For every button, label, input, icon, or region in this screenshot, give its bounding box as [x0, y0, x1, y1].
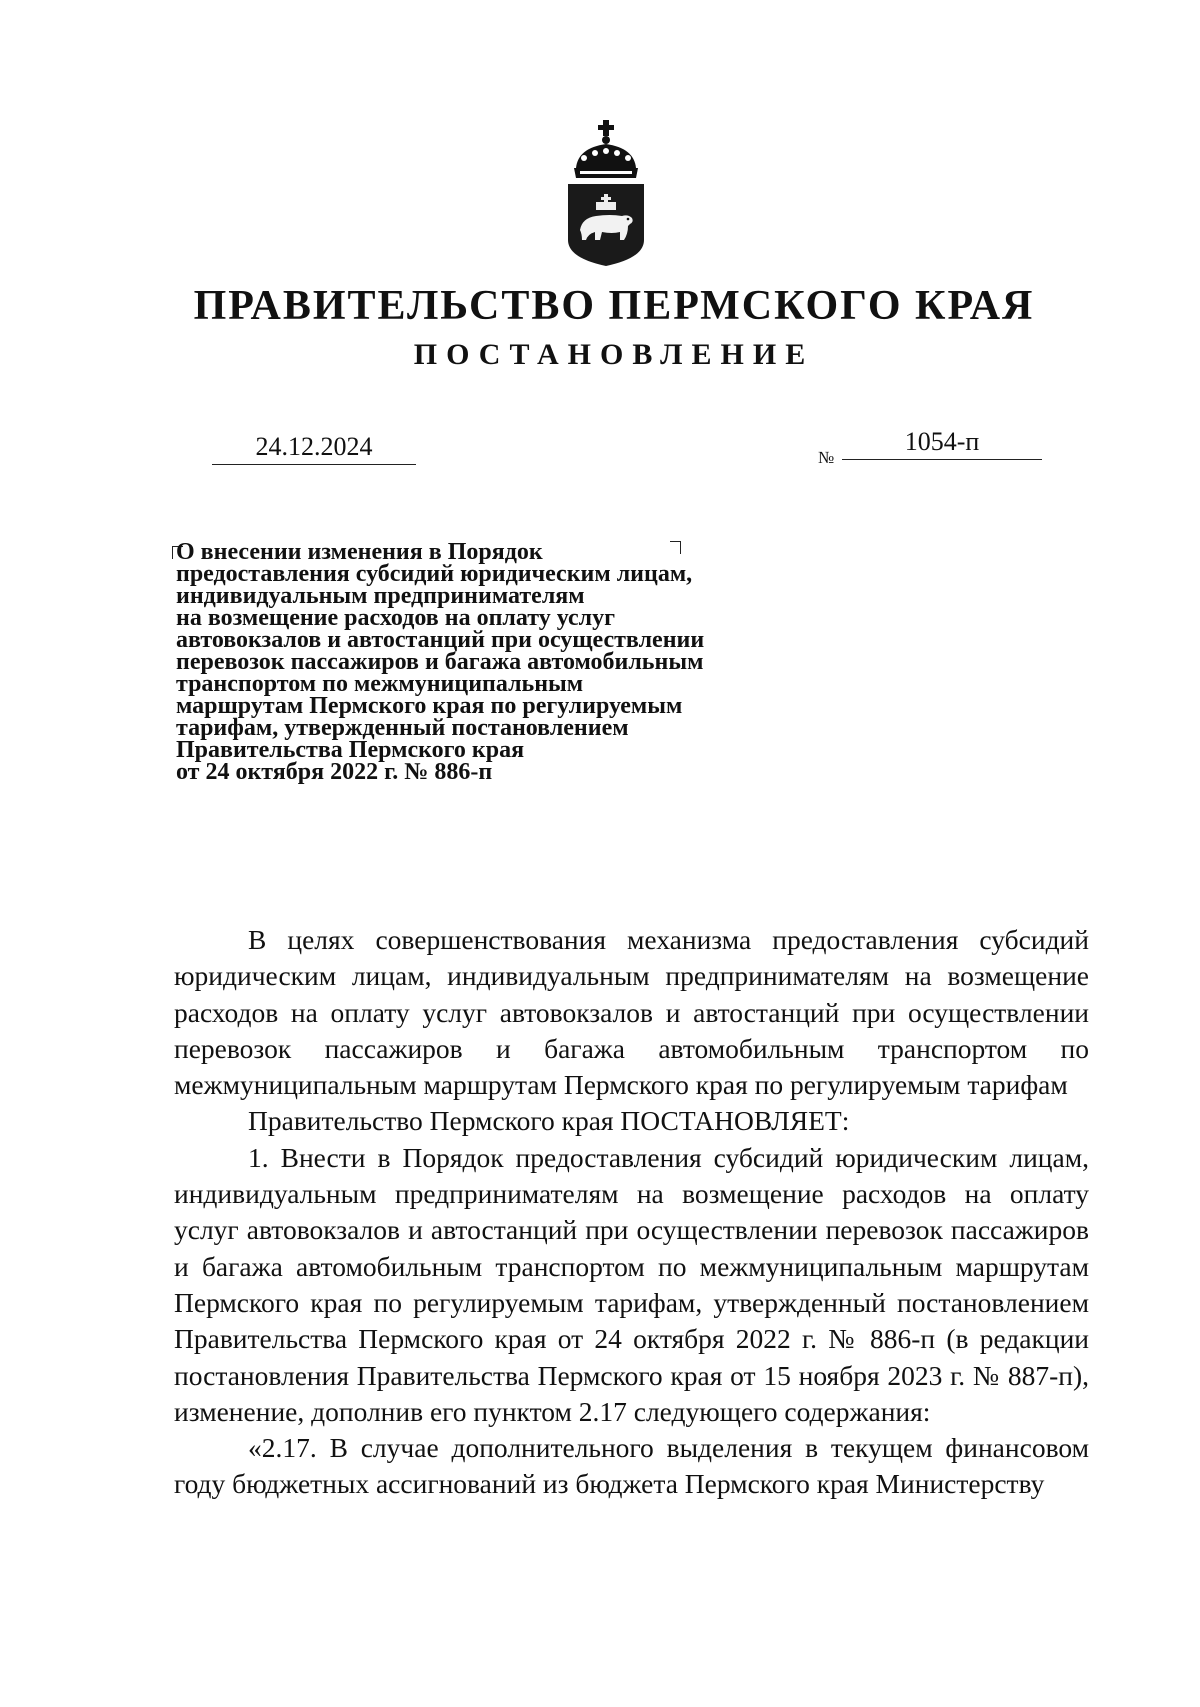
government-title: ПРАВИТЕЛЬСТВО ПЕРМСКОГО КРАЯ	[193, 283, 1035, 329]
number-label: №	[818, 448, 835, 467]
subject-line: от 24 октября 2022 г. № 886-п	[176, 759, 493, 785]
subject-line: Правительства Пермского края	[176, 737, 525, 763]
subject-line: предоставления субсидий юридическим лицам,	[176, 561, 693, 587]
body-paragraph-resolves: Правительство Пермского края ПОСТАНОВЛЯЕТ:	[248, 1105, 850, 1137]
document-subject	[176, 541, 816, 783]
document-date: 24.12.2024	[212, 430, 416, 465]
subject-line: транспортом по межмуниципальным	[176, 671, 584, 697]
perm-coat-of-arms-icon	[562, 118, 650, 268]
subject-line: на возмещение расходов на оплату услуг	[176, 605, 615, 631]
subject-line: маршрутам Пермского края по регулируемым	[176, 693, 683, 719]
subject-line: тарифам, утвержденный постановлением	[176, 715, 629, 741]
body-paragraph-item-1: 1. Внести в Порядок предоставления субсидий юридическим лицам, индивидуальным предпринимателям на возмещение расходов на оплату услуг автовокзалов и автостанций при осуществлении перевозок пассажиров и багажа автомобильным транспортом по межмуниципальным маршрутам Пермского края по регулируемым тарифам, утвержденный постановлением Правительства Пермского края от 24 октября 2022 г. № 886-п (в редакции постановления Правительства Пермского края от 15 ноября 2023 г. № 887-п), изменение, дополнив его пунктом 2.17 следующего содержания:	[174, 1141, 1089, 1427]
document-number: 1054-п	[842, 425, 1042, 460]
document-type: ПОСТАНОВЛЕНИЕ	[413, 338, 815, 371]
document-body	[174, 922, 1089, 1503]
body-paragraph-item-2-17: «2.17. В случае дополнительного выделения в текущем финансовом году бюджетных ассигнований из бюджета Пермского края Министерству	[174, 1432, 1089, 1500]
body-paragraph-preamble: В целях совершенствования механизма предоставления субсидий юридическим лицам, индивидуальным предпринимателям на возмещение расходов на оплату услуг автовокзалов и автостанций при осуществлении перевозок пассажиров и багажа автомобильным транспортом по межмуниципальным маршрутам Пермского края по регулируемым тарифам	[174, 924, 1089, 1101]
subject-line: перевозок пассажиров и багажа автомобильным	[176, 649, 704, 675]
subject-line: индивидуальным предпринимателям	[176, 583, 585, 609]
subject-line: автовокзалов и автостанций при осуществлении	[176, 627, 705, 653]
subject-line: О внесении изменения в Порядок	[176, 539, 543, 565]
